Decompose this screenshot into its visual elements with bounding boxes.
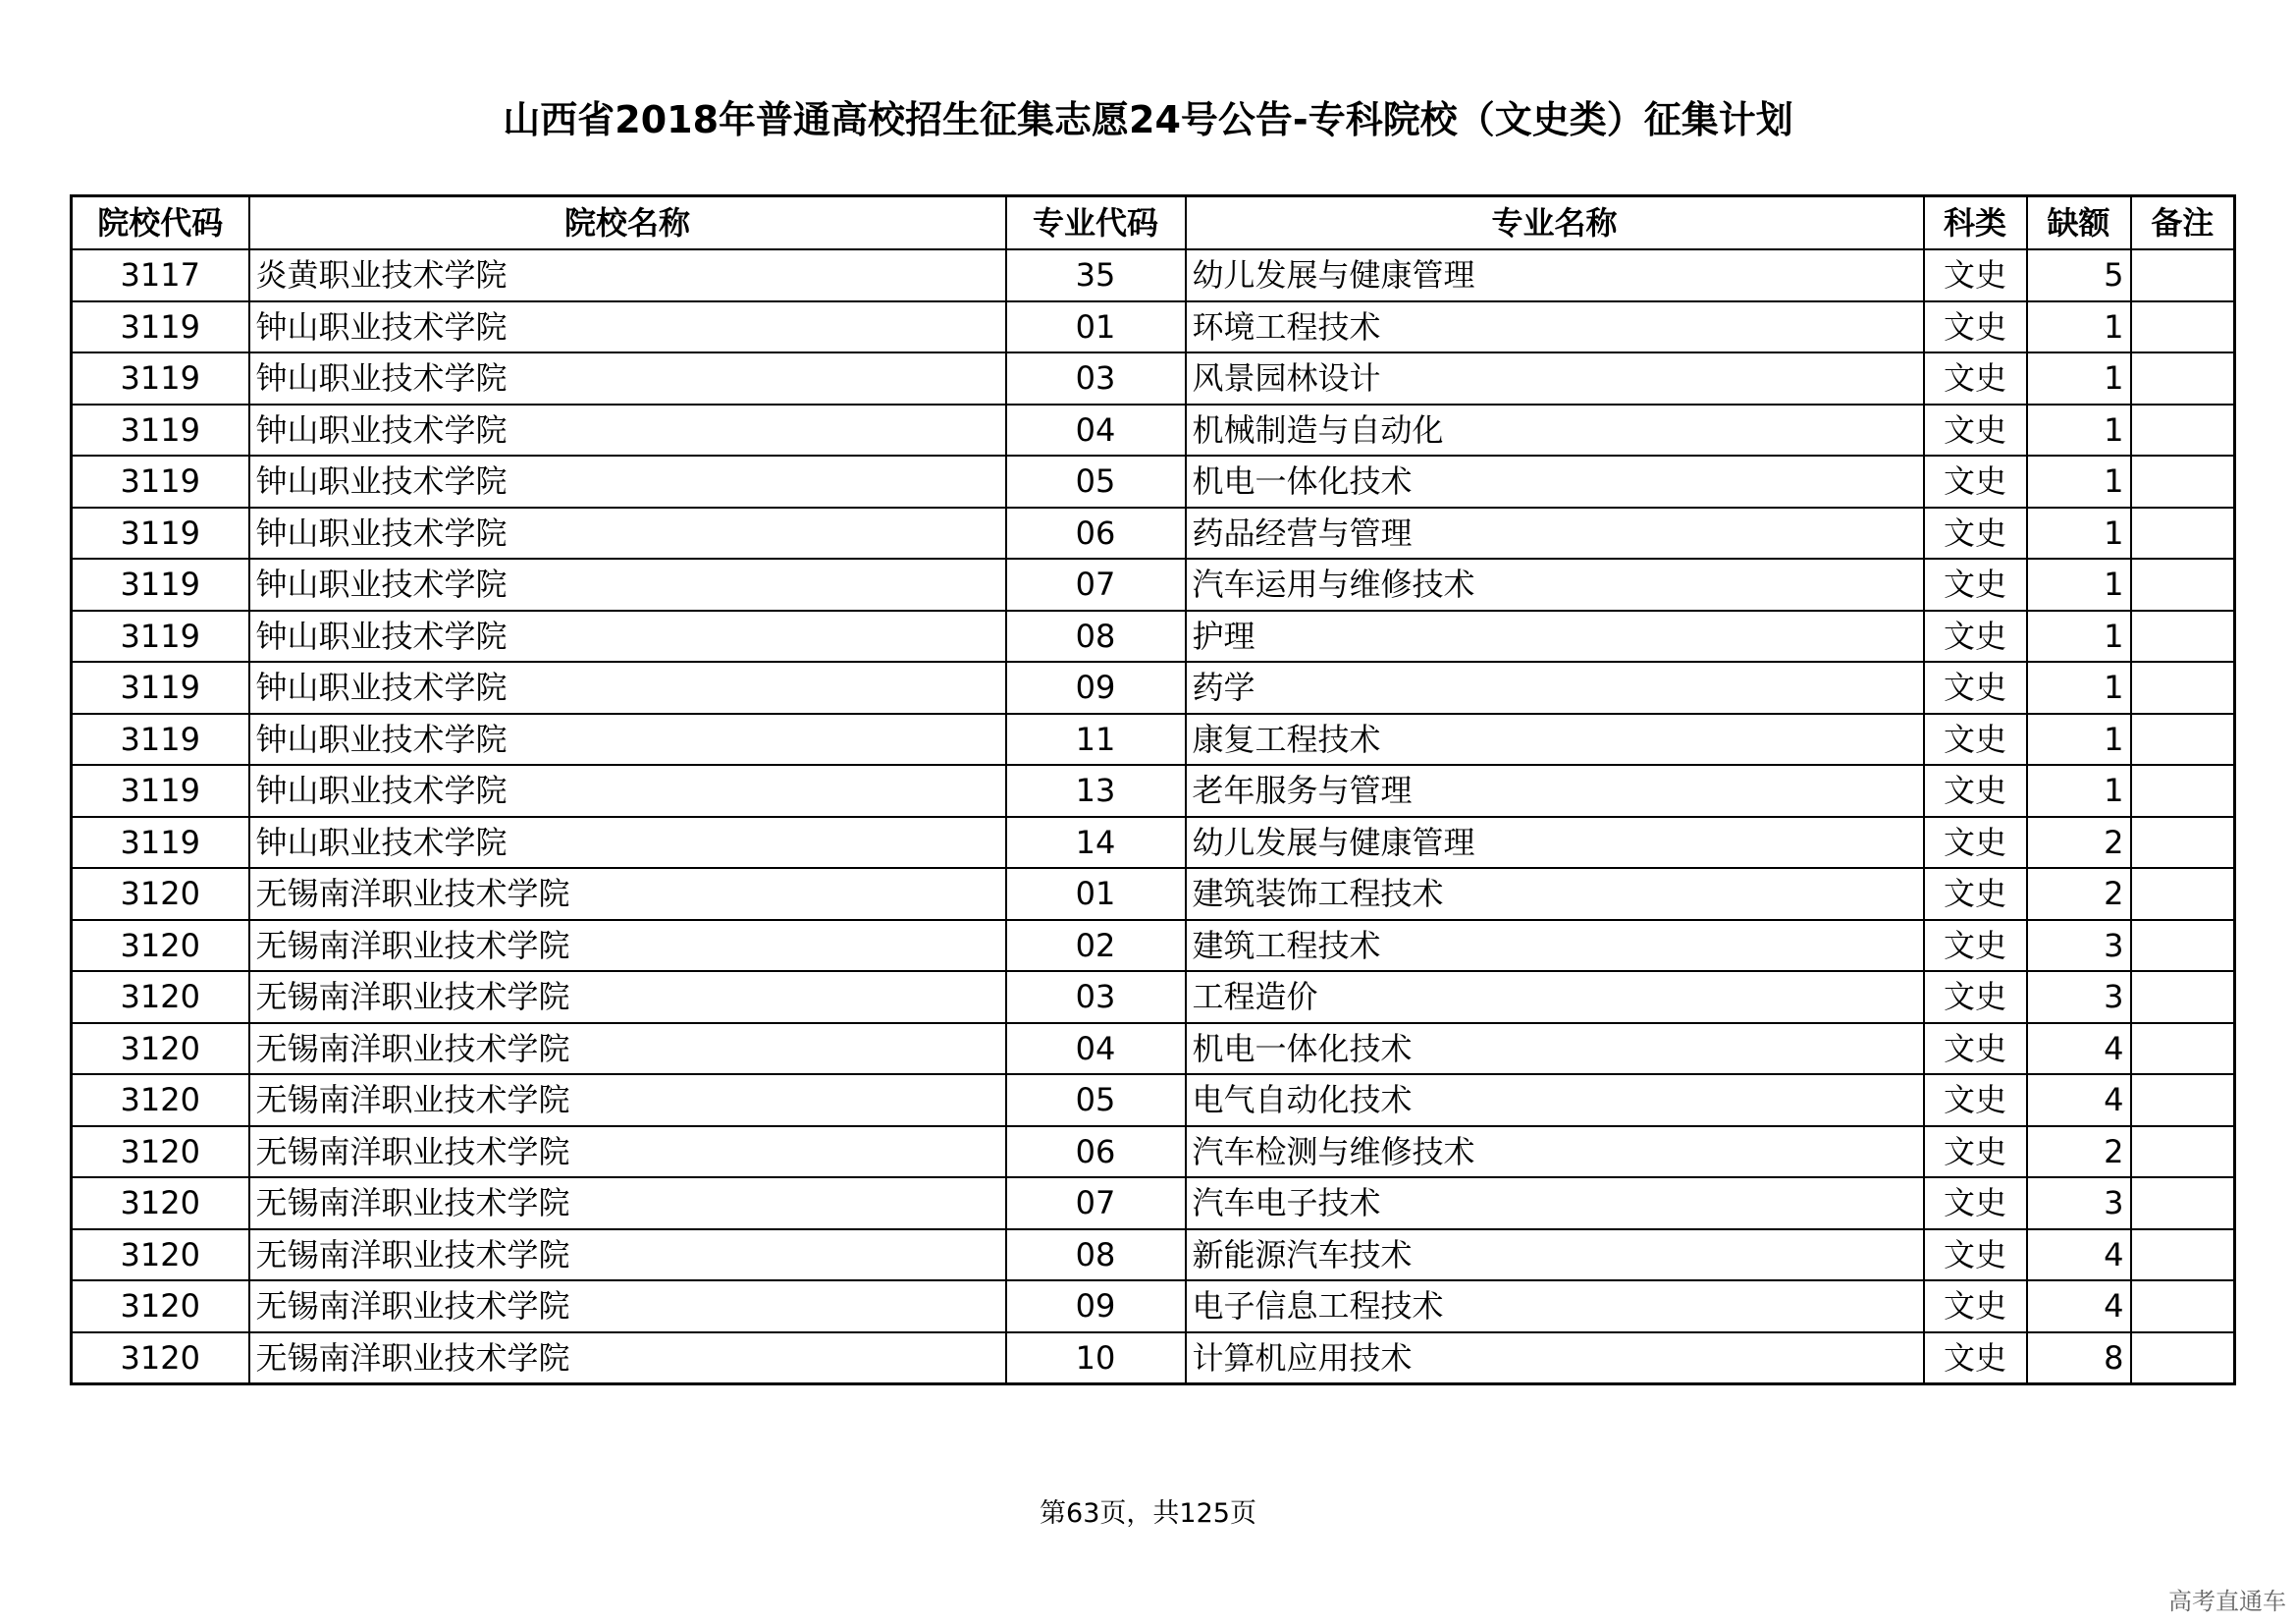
- cell-school-code: 3119: [72, 765, 249, 817]
- cell-major-code: 04: [1006, 1023, 1186, 1075]
- table-row: [72, 971, 2235, 1023]
- cell-school-code: 3120: [72, 1177, 249, 1229]
- cell-school-name: 无锡南洋职业技术学院: [249, 1332, 1006, 1384]
- cell-school-name: 钟山职业技术学院: [249, 508, 1006, 560]
- cell-major-code: 01: [1006, 868, 1186, 920]
- cell-major-name: 老年服务与管理: [1186, 765, 1924, 817]
- cell-school-code: 3120: [72, 1229, 249, 1281]
- cell-school-code: 3119: [72, 405, 249, 457]
- cell-category: 文史: [1924, 611, 2027, 663]
- cell-vacancy: 1: [2027, 508, 2131, 560]
- table-row: [72, 352, 2235, 405]
- cell-category: 文史: [1924, 405, 2027, 457]
- page-number-footer: 第63页，共125页: [1040, 1498, 1256, 1529]
- cell-school-name: 钟山职业技术学院: [249, 352, 1006, 405]
- cell-category: 文史: [1924, 1074, 2027, 1126]
- cell-remarks: [2131, 1126, 2235, 1178]
- table-row: [72, 765, 2235, 817]
- cell-remarks: [2131, 456, 2235, 508]
- cell-school-name: 无锡南洋职业技术学院: [249, 1074, 1006, 1126]
- cell-school-name: 无锡南洋职业技术学院: [249, 868, 1006, 920]
- cell-major-name: 幼儿发展与健康管理: [1186, 249, 1924, 301]
- cell-category: 文史: [1924, 1229, 2027, 1281]
- table-row: [72, 714, 2235, 766]
- cell-major-name: 工程造价: [1186, 971, 1924, 1023]
- cell-major-name: 环境工程技术: [1186, 301, 1924, 353]
- cell-remarks: [2131, 817, 2235, 869]
- cell-school-name: 钟山职业技术学院: [249, 611, 1006, 663]
- cell-major-name: 康复工程技术: [1186, 714, 1924, 766]
- cell-school-name: 钟山职业技术学院: [249, 817, 1006, 869]
- cell-remarks: [2131, 1332, 2235, 1384]
- cell-school-name: 钟山职业技术学院: [249, 714, 1006, 766]
- cell-vacancy: 1: [2027, 456, 2131, 508]
- cell-school-name: 无锡南洋职业技术学院: [249, 1177, 1006, 1229]
- cell-remarks: [2131, 1229, 2235, 1281]
- header-vacancy: 缺额: [2027, 196, 2131, 250]
- cell-remarks: [2131, 868, 2235, 920]
- cell-school-name: 钟山职业技术学院: [249, 662, 1006, 714]
- cell-school-name: 无锡南洋职业技术学院: [249, 1229, 1006, 1281]
- table-row: [72, 1332, 2235, 1384]
- cell-category: 文史: [1924, 1126, 2027, 1178]
- cell-major-code: 08: [1006, 1229, 1186, 1281]
- cell-school-code: 3119: [72, 611, 249, 663]
- table-row: [72, 508, 2235, 560]
- cell-vacancy: 8: [2027, 1332, 2131, 1384]
- cell-major-code: 10: [1006, 1332, 1186, 1384]
- cell-major-code: 35: [1006, 249, 1186, 301]
- cell-major-name: 风景园林设计: [1186, 352, 1924, 405]
- cell-school-code: 3119: [72, 817, 249, 869]
- cell-school-name: 钟山职业技术学院: [249, 301, 1006, 353]
- cell-vacancy: 2: [2027, 868, 2131, 920]
- table-row: [72, 920, 2235, 972]
- cell-category: 文史: [1924, 920, 2027, 972]
- cell-remarks: [2131, 971, 2235, 1023]
- cell-school-code: 3119: [72, 714, 249, 766]
- enrollment-plan-table: [70, 194, 2236, 1385]
- cell-major-code: 13: [1006, 765, 1186, 817]
- cell-remarks: [2131, 662, 2235, 714]
- cell-category: 文史: [1924, 352, 2027, 405]
- cell-remarks: [2131, 249, 2235, 301]
- cell-school-name: 钟山职业技术学院: [249, 456, 1006, 508]
- cell-vacancy: 1: [2027, 405, 2131, 457]
- cell-major-name: 机械制造与自动化: [1186, 405, 1924, 457]
- cell-school-code: 3119: [72, 559, 249, 611]
- cell-major-code: 08: [1006, 611, 1186, 663]
- table-row: [72, 405, 2235, 457]
- cell-vacancy: 4: [2027, 1280, 2131, 1332]
- cell-major-code: 06: [1006, 1126, 1186, 1178]
- cell-major-code: 05: [1006, 456, 1186, 508]
- cell-major-name: 药学: [1186, 662, 1924, 714]
- cell-major-name: 电子信息工程技术: [1186, 1280, 1924, 1332]
- cell-major-code: 07: [1006, 1177, 1186, 1229]
- table-row: [72, 1280, 2235, 1332]
- cell-major-name: 汽车检测与维修技术: [1186, 1126, 1924, 1178]
- cell-major-code: 02: [1006, 920, 1186, 972]
- cell-school-code: 3120: [72, 1280, 249, 1332]
- cell-vacancy: 2: [2027, 817, 2131, 869]
- table-row: [72, 1023, 2235, 1075]
- cell-major-code: 09: [1006, 1280, 1186, 1332]
- cell-school-code: 3119: [72, 508, 249, 560]
- cell-vacancy: 1: [2027, 559, 2131, 611]
- cell-major-name: 机电一体化技术: [1186, 1023, 1924, 1075]
- cell-category: 文史: [1924, 1332, 2027, 1384]
- cell-major-code: 07: [1006, 559, 1186, 611]
- cell-remarks: [2131, 301, 2235, 353]
- cell-school-code: 3119: [72, 662, 249, 714]
- cell-school-code: 3119: [72, 352, 249, 405]
- cell-school-name: 无锡南洋职业技术学院: [249, 971, 1006, 1023]
- cell-vacancy: 4: [2027, 1023, 2131, 1075]
- cell-school-code: 3117: [72, 249, 249, 301]
- cell-vacancy: 3: [2027, 920, 2131, 972]
- cell-vacancy: 5: [2027, 249, 2131, 301]
- cell-major-name: 汽车电子技术: [1186, 1177, 1924, 1229]
- cell-major-name: 电气自动化技术: [1186, 1074, 1924, 1126]
- cell-category: 文史: [1924, 249, 2027, 301]
- cell-school-name: 无锡南洋职业技术学院: [249, 1280, 1006, 1332]
- cell-category: 文史: [1924, 1280, 2027, 1332]
- cell-school-name: 无锡南洋职业技术学院: [249, 1023, 1006, 1075]
- cell-vacancy: 1: [2027, 714, 2131, 766]
- cell-school-name: 无锡南洋职业技术学院: [249, 1126, 1006, 1178]
- table-row: [72, 817, 2235, 869]
- cell-school-name: 炎黄职业技术学院: [249, 249, 1006, 301]
- cell-remarks: [2131, 559, 2235, 611]
- cell-school-name: 钟山职业技术学院: [249, 765, 1006, 817]
- cell-major-code: 03: [1006, 352, 1186, 405]
- table-row: [72, 1074, 2235, 1126]
- cell-major-name: 机电一体化技术: [1186, 456, 1924, 508]
- cell-category: 文史: [1924, 559, 2027, 611]
- cell-remarks: [2131, 508, 2235, 560]
- cell-school-code: 3120: [72, 1332, 249, 1384]
- cell-school-code: 3119: [72, 456, 249, 508]
- cell-major-name: 药品经营与管理: [1186, 508, 1924, 560]
- table-row: [72, 868, 2235, 920]
- page-title: 山西省2018年普通高校招生征集志愿24号公告-专科院校（文史类）征集计划: [503, 98, 1793, 141]
- table-row: [72, 1177, 2235, 1229]
- cell-vacancy: 1: [2027, 301, 2131, 353]
- cell-vacancy: 1: [2027, 611, 2131, 663]
- cell-category: 文史: [1924, 817, 2027, 869]
- cell-category: 文史: [1924, 1177, 2027, 1229]
- table-row: [72, 1126, 2235, 1178]
- cell-category: 文史: [1924, 868, 2027, 920]
- cell-school-name: 无锡南洋职业技术学院: [249, 920, 1006, 972]
- table-row: [72, 249, 2235, 301]
- cell-remarks: [2131, 1280, 2235, 1332]
- cell-category: 文史: [1924, 662, 2027, 714]
- table-header-row: [72, 196, 2235, 250]
- cell-category: 文史: [1924, 971, 2027, 1023]
- header-category: 科类: [1924, 196, 2027, 250]
- cell-vacancy: 4: [2027, 1074, 2131, 1126]
- cell-school-code: 3120: [72, 920, 249, 972]
- table-row: [72, 456, 2235, 508]
- watermark: 高考直通车: [2168, 1588, 2286, 1615]
- table-row: [72, 662, 2235, 714]
- cell-school-name: 钟山职业技术学院: [249, 405, 1006, 457]
- cell-major-code: 03: [1006, 971, 1186, 1023]
- header-school-code: 院校代码: [72, 196, 249, 250]
- cell-major-name: 计算机应用技术: [1186, 1332, 1924, 1384]
- cell-vacancy: 1: [2027, 765, 2131, 817]
- cell-category: 文史: [1924, 301, 2027, 353]
- table-row: [72, 559, 2235, 611]
- table-row: [72, 301, 2235, 353]
- cell-category: 文史: [1924, 765, 2027, 817]
- cell-category: 文史: [1924, 1023, 2027, 1075]
- cell-remarks: [2131, 352, 2235, 405]
- cell-major-name: 建筑工程技术: [1186, 920, 1924, 972]
- cell-major-name: 建筑装饰工程技术: [1186, 868, 1924, 920]
- cell-remarks: [2131, 1023, 2235, 1075]
- cell-category: 文史: [1924, 456, 2027, 508]
- cell-remarks: [2131, 1177, 2235, 1229]
- header-major-name: 专业名称: [1186, 196, 1924, 250]
- cell-major-code: 05: [1006, 1074, 1186, 1126]
- cell-remarks: [2131, 765, 2235, 817]
- cell-major-code: 09: [1006, 662, 1186, 714]
- cell-major-name: 幼儿发展与健康管理: [1186, 817, 1924, 869]
- cell-major-name: 护理: [1186, 611, 1924, 663]
- table-row: [72, 611, 2235, 663]
- cell-remarks: [2131, 405, 2235, 457]
- cell-remarks: [2131, 714, 2235, 766]
- cell-school-code: 3120: [72, 1074, 249, 1126]
- cell-major-code: 14: [1006, 817, 1186, 869]
- cell-school-name: 钟山职业技术学院: [249, 559, 1006, 611]
- header-major-code: 专业代码: [1006, 196, 1186, 250]
- cell-remarks: [2131, 1074, 2235, 1126]
- cell-category: 文史: [1924, 714, 2027, 766]
- cell-vacancy: 3: [2027, 971, 2131, 1023]
- cell-vacancy: 1: [2027, 352, 2131, 405]
- cell-school-code: 3120: [72, 971, 249, 1023]
- cell-major-code: 11: [1006, 714, 1186, 766]
- cell-major-code: 06: [1006, 508, 1186, 560]
- cell-school-code: 3120: [72, 1023, 249, 1075]
- header-remarks: 备注: [2131, 196, 2235, 250]
- cell-major-code: 04: [1006, 405, 1186, 457]
- cell-vacancy: 3: [2027, 1177, 2131, 1229]
- cell-school-code: 3120: [72, 1126, 249, 1178]
- cell-school-code: 3120: [72, 868, 249, 920]
- cell-vacancy: 4: [2027, 1229, 2131, 1281]
- cell-vacancy: 1: [2027, 662, 2131, 714]
- cell-major-name: 新能源汽车技术: [1186, 1229, 1924, 1281]
- cell-remarks: [2131, 611, 2235, 663]
- cell-vacancy: 2: [2027, 1126, 2131, 1178]
- header-school-name: 院校名称: [249, 196, 1006, 250]
- cell-major-name: 汽车运用与维修技术: [1186, 559, 1924, 611]
- cell-major-code: 01: [1006, 301, 1186, 353]
- cell-category: 文史: [1924, 508, 2027, 560]
- cell-remarks: [2131, 920, 2235, 972]
- table-row: [72, 1229, 2235, 1281]
- cell-school-code: 3119: [72, 301, 249, 353]
